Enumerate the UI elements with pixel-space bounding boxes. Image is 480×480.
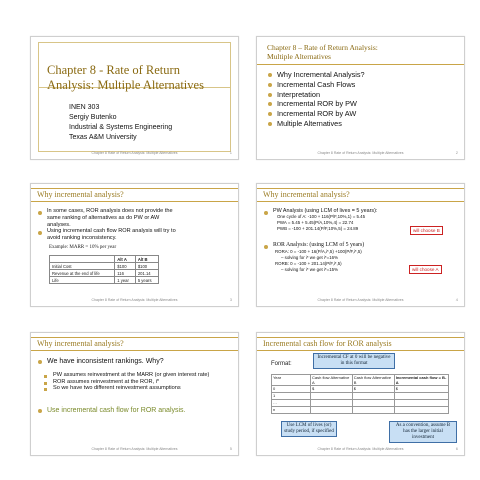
list-item: Interpretation	[267, 90, 365, 100]
list-item: In some cases, ROR analysis does not provide the same ranking of alternatives as do PW or AW analyses.	[37, 208, 177, 228]
slide-5-title: Why incremental analysis?	[37, 339, 124, 348]
slide-footer: Chapter 8 Rate of Return Analysis: Multiple Alternatives	[317, 298, 404, 302]
bullet-list	[37, 357, 227, 366]
pw-calculations: One cycle of A: -100 + 116(P/F,10%,1) = 5.45 PWA = 5.45 + 5.45(P/A,10%,4) = 22.74 PWB = -100 + 201.14(P/F,10%,5) = 24.89	[277, 214, 366, 231]
page-number: 6	[455, 446, 458, 451]
list-item: Why Incremental Analysis?	[267, 70, 365, 80]
slide-header	[257, 184, 464, 202]
table-header-row: Alt A Alt B	[50, 256, 159, 263]
slide-header	[31, 184, 238, 202]
callout-lcm: Use LCM of lives (or) study period, if specified	[281, 421, 337, 437]
slide-4-title: Why incremental analysis?	[263, 190, 350, 199]
callout-negative-cf: Incremental CF at 0 will be negative in this format	[313, 353, 395, 369]
divider	[257, 64, 464, 65]
page-number: 2	[455, 150, 458, 155]
table-row: 0 $ $ $	[272, 386, 449, 393]
table-row: n	[272, 407, 449, 414]
slide-2-title: Chapter 8 – Rate of Return Analysis: Multiple Alternatives	[267, 43, 378, 61]
ror-calculations: RORA: 0 = -100 + 16(P/A,i*,5) +100(P/F,i*,5) – solving for i* we get i*=16% RORB: 0 = -100 + 201.14(P/F,i*,5) – solving for i* we get i*=15%	[275, 249, 362, 272]
incremental-cf-table	[271, 374, 449, 414]
list-item: We have inconsistent rankings. Why?	[37, 357, 227, 366]
list-item: PW Analysis (using LCM of lives = 5 years):	[263, 208, 458, 214]
page-number: 4	[455, 297, 458, 302]
course-info: INEN 303 Sergiy Butenko Industrial & Systems Engineering Texas A&M University	[69, 104, 173, 141]
list-item: Incremental Cash Flows	[267, 80, 365, 90]
slide-footer: Chapter 8 Rate of Return Analysis: Multiple Alternatives	[317, 151, 404, 155]
slide-1-title: Chapter 8 - Rate of Return Analysis: Multiple Alternatives	[47, 63, 204, 92]
slide-header	[257, 333, 464, 351]
format-label: Format:	[271, 361, 292, 367]
choose-b-note: will choose B	[410, 226, 443, 235]
list-item: Use incremental cash flow for ROR analysis.	[37, 406, 187, 415]
list-item: ROR assumes reinvestment at the ROR, i*	[43, 379, 213, 386]
table-row: 1	[272, 393, 449, 400]
table-row: Initial Cost $100 $100	[50, 263, 159, 270]
slide-footer: Chapter 8 Rate of Return Analysis: Multiple Alternatives	[91, 298, 178, 302]
slide-footer: Chapter 8 Rate of Return Analysis: Multiple Alternatives	[317, 447, 404, 451]
outline-list	[267, 70, 365, 129]
list-item: PW assumes reinvestment at the MARR (or given interest rate)	[43, 372, 213, 379]
callout-convention: As a convention, assume B has the larger initial investment	[389, 421, 457, 443]
table-row: Life 1 year 5 years	[50, 277, 159, 284]
list-item: So we have two different reinvestment assumptions	[43, 385, 213, 392]
slide-5	[30, 332, 239, 456]
page-number: 5	[229, 446, 232, 451]
conclusion	[37, 406, 187, 415]
slide-1	[30, 36, 239, 160]
slide-footer: Chapter 8 Rate of Return Analysis: Multiple Alternatives	[91, 447, 178, 451]
table-row: …	[272, 400, 449, 407]
choose-a-note: will choose A	[409, 265, 442, 274]
slide-6	[256, 332, 465, 456]
slide-2	[256, 36, 465, 160]
slide-footer: Chapter 8 Rate of Return Analysis: Multiple Alternatives	[91, 151, 178, 155]
sub-bullet-list	[43, 372, 213, 392]
page-number: 1	[229, 150, 232, 155]
page-number: 3	[229, 297, 232, 302]
list-item: Using incremental cash flow ROR analysis will try to avoid ranking inconsistency.	[37, 228, 177, 242]
example-label: Example: MARR = 10% per year	[49, 245, 117, 250]
table-header-row: Year Cash flow Alternative A Cash flow Alternative B Incremental cash flow = B- A	[272, 375, 449, 386]
table-row: Revenue at the end of life 116 201.14	[50, 270, 159, 277]
slide-3	[30, 183, 239, 307]
slide-4	[256, 183, 465, 307]
slide-3-title: Why incremental analysis?	[37, 190, 124, 199]
list-item: Incremental ROR by PW	[267, 99, 365, 109]
slide-header	[31, 333, 238, 351]
list-item: ROR Analysis: (using LCM of 5 years)	[263, 242, 458, 249]
alternatives-table	[49, 255, 159, 284]
slide-6-title: Incremental cash flow for ROR analysis	[263, 339, 392, 348]
list-item: Multiple Alternatives	[267, 119, 365, 129]
list-item: Incremental ROR by AW	[267, 109, 365, 119]
bullet-list	[37, 208, 177, 242]
